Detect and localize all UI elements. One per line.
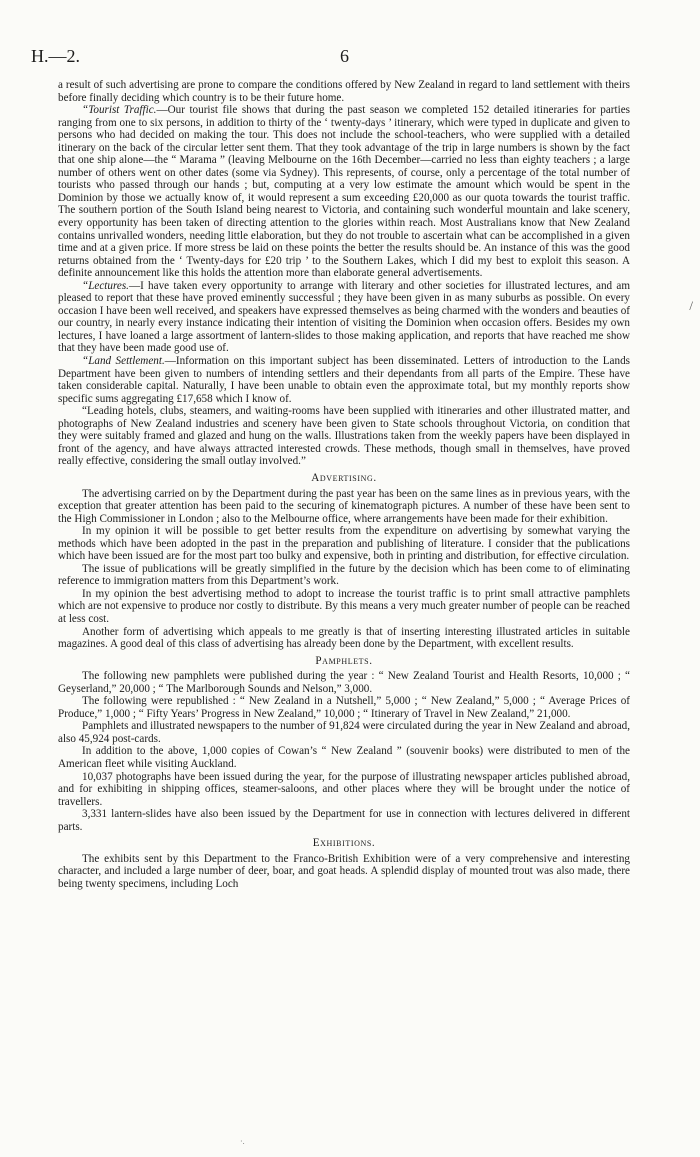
paragraph-14: In addition to the above, 1,000 copies of Cowan’s “ New Zealand ” (souvenir books) were distributed to men of the American fleet while visiting Auckland. bbox=[58, 745, 630, 770]
section-heading-advertising: Advertising. bbox=[311, 471, 377, 484]
paragraph-6: The advertising carried on by the Department during the past year has been on the same lines as in previous years, with the exception that greater attention has been paid to the securing of kinematograph pictures. A number of these have been sent to the High Commissioner in London ; also to the Melbourne office, where arrangements have been made for their exhibition. bbox=[58, 487, 630, 525]
paragraph-11: The following new pamphlets were published during the year : “ New Zealand Tourist and Health Resorts, 10,000 ; “ Geyserland,” 20,000 ; “ The Marlborough Sounds and Nelson,” 3,000. bbox=[58, 670, 630, 695]
document-body bbox=[58, 79, 630, 890]
paragraph-13: Pamphlets and illustrated newspapers to the number of 91,824 were circulated during the year in New Zealand and abroad, also 45,924 post-cards. bbox=[58, 720, 630, 745]
paragraph-12: The following were republished : “ New Zealand in a Nutshell,” 5,000 ; “ New Zealand,” 5,000 ; “ Average Prices of Produce,” 1,000 ; “ Fifty Years’ Progress in New Zealand,” 10,000 ; “ Itinerary of Travel in New Zealand,” 21,000. bbox=[58, 695, 630, 720]
paragraph-17: The exhibits sent by this Department to the Franco-British Exhibition were of a very comprehensive and interesting character, and included a large number of deer, boar, and goat heads. A splendid display of mounted trout was also made, there being twenty specimens, including Loch bbox=[58, 852, 630, 890]
paragraph-10: Another form of advertising which appeals to me greatly is that of inserting interesting illustrated articles in suitable magazines. A good deal of this class of advertising has already been done by the Department, with excellent results. bbox=[58, 625, 630, 651]
section-heading-exhibitions: Exhibitions. bbox=[312, 837, 376, 850]
paragraph-lead: “Land Settlement. bbox=[82, 355, 165, 368]
paragraph-1: a result of such advertising are prone to compare the conditions offered by New Zealand in regard to land settlement with theirs before finally deciding which country is to be their future home. bbox=[58, 79, 630, 104]
paragraph-7: In my opinion it will be possible to get better results from the expenditure on advertising by somewhat varying the methods which have been adopted in the past in the preparation and publishing of literature. I consider that the publications which have been issued are for the most part too bulky and expensive, both in printing and distribution, for effective circulation. bbox=[58, 525, 630, 563]
paragraph-tourist-traffic: “Tourist Traffic.—Our tourist file shows that during the past season we completed 152 detailed itineraries for parties ranging from one to six persons, in addition to thirty of the ‘ twenty-days ’ itinerary, which were typed in duplicate and given to persons who had decided on making the tour. This does not include the school-teachers, who were supplied with a detailed itinerary on the back of the circular letter sent them. That they took advantage of the trip in large numbers is shown by the fact that one ship alone—the “ Marama ” (leaving Melbourne on the 16th December—carried no less than eighty teachers ; a large number of others went on other dates (some via Sydney). This represents, of course, only a percentage of the total number of tourists who passed through our hands ; but, computing at a very low estimate the amount which would be spent in the Dominion by those we actually know of, it would represent a sum exceeding £20,000 as our quota towards the tourist traffic. The southern portion of the South Island being nearest to Victoria, and containing such wonderful mountain and lake scenery, every opportunity has been taken of directing attention to the glories within reach. Most Australians know that New Zealand contains unrivalled wonders, needing little elaboration, but they do not trouble to ascertain what can be accomplished in a given time and at a given price. If more stress be laid on these points the better the results should be. An instance of this was the good returns obtained from the ‘ Twenty-days for £20 trip ’ to the Southern Lakes, which I did my best to exploit this season. A definite announcement like this holds the attention more than elaborate general advertisements. bbox=[58, 104, 630, 280]
margin-mark: / bbox=[689, 298, 693, 313]
section-heading-pamphlets: Pamphlets. bbox=[315, 654, 373, 667]
paragraph-land-settlement: “Land Settlement.—Information on this important subject has been disseminated. Letters of introduction to the Lands Department have been given to numbers of intending settlers and their dependants from all parts of the Empire. These have taken considerable capital. Naturally, I have been unable to obtain even the approximate total, but my monthly reports show specific sums aggregating £17,658 which I know of. bbox=[58, 355, 630, 405]
paragraph-5: “Leading hotels, clubs, steamers, and waiting-rooms have been supplied with itineraries and other illustrated matter, and photographs of New Zealand industries and scenery have been given to State schools throughout Victoria, on condition that they were suitably framed and glazed and hung on the walls. Illustrations taken from the weekly papers have been displayed in front of the agency, and have always attracted interested crowds. These methods, though small in themselves, have proved really effective, considering the small outlay involved.” bbox=[58, 405, 630, 468]
paragraph-15: 10,037 photographs have been issued during the year, for the purpose of illustrating newspaper articles published abroad, and for exhibiting in shipping offices, steamer-saloons, and other places where they will be brought under the notice of travellers. bbox=[58, 770, 630, 808]
paragraph-lectures: “Lectures.—I have taken every opportunity to arrange with literary and other societies for illustrated lectures, and am pleased to report that these have proved eminently successful ; they have been given in as many suburbs as possible. On every occasion I have been well received, and speakers have expressed themselves as being charmed with the wonders and beauties of our country, in nearly every instance indicating their intention of visiting the Dominion when occasion offers. Besides my own lectures, I have loaned a large assortment of lantern-slides to those making application, and reports that have reached me show that they have been made good use of. bbox=[58, 279, 630, 355]
paragraph-8: The issue of publications will be greatly simplified in the future by the decision which has been come to of eliminating reference to immigration matters from this Department’s work. bbox=[58, 562, 630, 588]
paragraph-16: 3,331 lantern-slides have also been issued by the Department for use in connection with lectures delivered in different parts. bbox=[58, 808, 630, 833]
document-reference: H.—2. bbox=[31, 46, 80, 66]
paragraph-lead: “Tourist Traffic. bbox=[82, 104, 157, 117]
paragraph-9: In my opinion the best advertising method to adopt to increase the tourist traffic is to print small attractive pamphlets which are not expensive to produce nor costly to distribute. By this means a very much greater number of people can be reached at less cost. bbox=[58, 587, 631, 625]
page-number: 6 bbox=[340, 46, 349, 66]
page-header bbox=[31, 46, 669, 70]
paragraph-lead: “Lectures. bbox=[82, 279, 129, 292]
bottom-mark: ·. bbox=[240, 1137, 245, 1146]
